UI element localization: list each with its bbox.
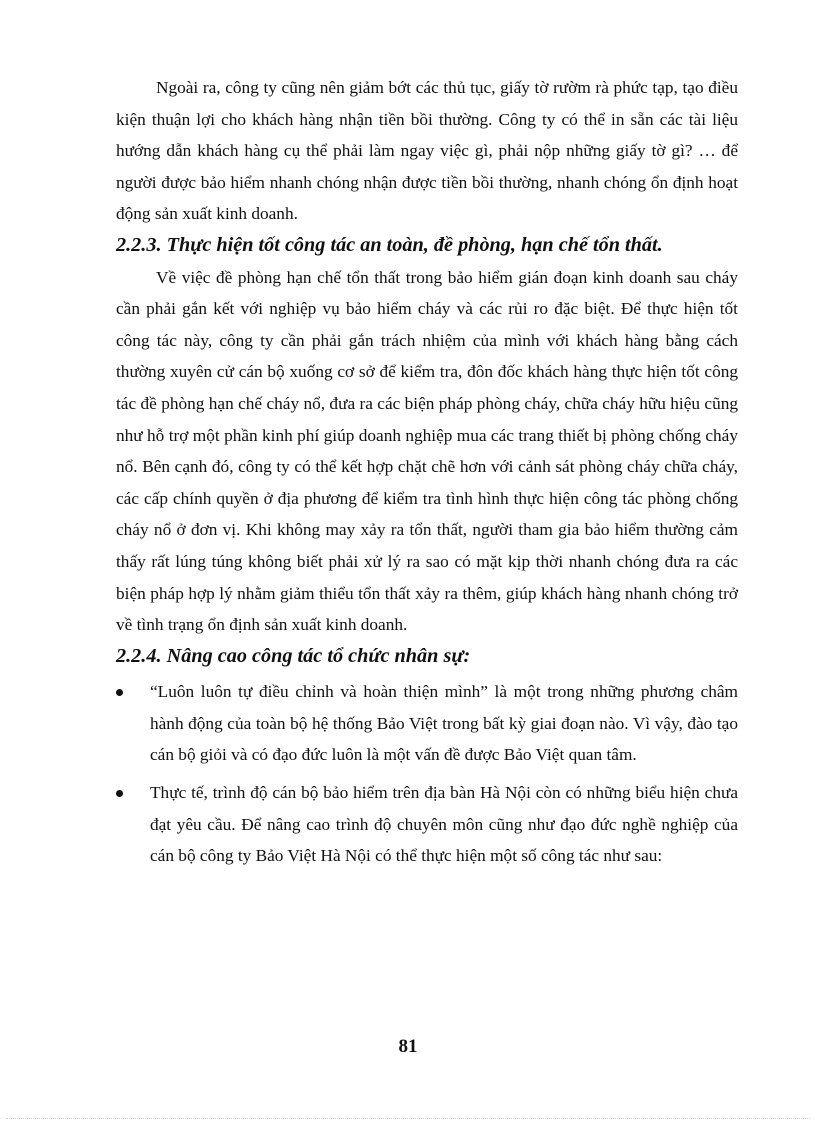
page-bottom-divider bbox=[6, 1118, 810, 1119]
list-item bbox=[116, 676, 738, 771]
bullet-icon bbox=[116, 790, 123, 797]
bullet-icon bbox=[116, 689, 123, 696]
page-number: 81 bbox=[398, 1036, 418, 1057]
bullet-list bbox=[116, 676, 738, 872]
section-heading-2-2-4: 2.2.4. Nâng cao công tác tổ chức nhân sự: bbox=[116, 644, 471, 667]
bullet-text: Thực tế, trình độ cán bộ bảo hiểm trên địa bàn Hà Nội còn có những biểu hiện chưa đạt yêu cầu. Để nâng cao trình độ chuyên môn cũng như đạo đức nghề nghiệp của cán bộ công ty Bảo Việt Hà Nội có thể thực hiện một số công tác như sau: bbox=[150, 783, 738, 866]
paragraph-loss-prevention: Về việc đề phòng hạn chế tổn thất trong bảo hiểm gián đoạn kinh doanh sau cháy cần phải gắn kết với nghiệp vụ bảo hiểm cháy và các rủi ro đặc biệt. Để thực hiện tốt công tác này, công ty cần phải gắn trách nhiệm của mình với khách hàng bằng cách thường xuyên cử cán bộ xuống cơ sở để kiểm tra, đôn đốc khách hàng thực hiện tốt công tác đề phòng hạn chế cháy nổ, đưa ra các biện pháp phòng cháy, chữa cháy hữu hiệu cũng như hỗ trợ một phần kinh phí giúp doanh nghiệp mua các trang thiết bị phòng chống cháy nổ. Bên cạnh đó, công ty có thể kết hợp chặt chẽ hơn với cảnh sát phòng cháy chữa cháy, các cấp chính quyền ở địa phương để kiểm tra tình hình thực hiện công tác phòng chống cháy nổ ở đơn vị. Khi không may xảy ra tổn thất, người tham gia bảo hiểm thường cảm thấy rất lúng túng không biết phải xử lý ra sao có mặt kịp thời nhanh chóng đưa ra các biện pháp hợp lý nhằm giảm thiểu tổn thất xảy ra thêm, giúp khách hàng nhanh chóng trở về tình trạng ổn định sản xuất kinh doanh. bbox=[116, 267, 738, 635]
list-item bbox=[116, 777, 738, 872]
bullet-text: “Luôn luôn tự điều chỉnh và hoàn thiện mình” là một trong những phương châm hành động của toàn bộ hệ thống Bảo Việt trong bất kỳ giai đoạn nào. Vì vậy, đào tạo cán bộ giỏi và có đạo đức luôn là một vấn đề được Bảo Việt quan tâm. bbox=[150, 682, 738, 765]
page-body bbox=[116, 72, 738, 878]
paragraph-claims-procedures: Ngoài ra, công ty cũng nên giảm bớt các thủ tục, giấy tờ rườm rà phức tạp, tạo điều kiện thuận lợi cho khách hàng nhận tiền bồi thường. Công ty có thể in sẵn các tài liệu hướng dẫn khách hàng cụ thể phải làm ngay việc gì, phải nộp những giấy tờ gì? … để người được bảo hiểm nhanh chóng nhận được tiền bồi thường, nhanh chóng ổn định hoạt động sản xuất kinh doanh. bbox=[116, 78, 738, 224]
section-heading-2-2-3: 2.2.3. Thực hiện tốt công tác an toàn, đề phòng, hạn chế tổn thất. bbox=[116, 233, 663, 256]
